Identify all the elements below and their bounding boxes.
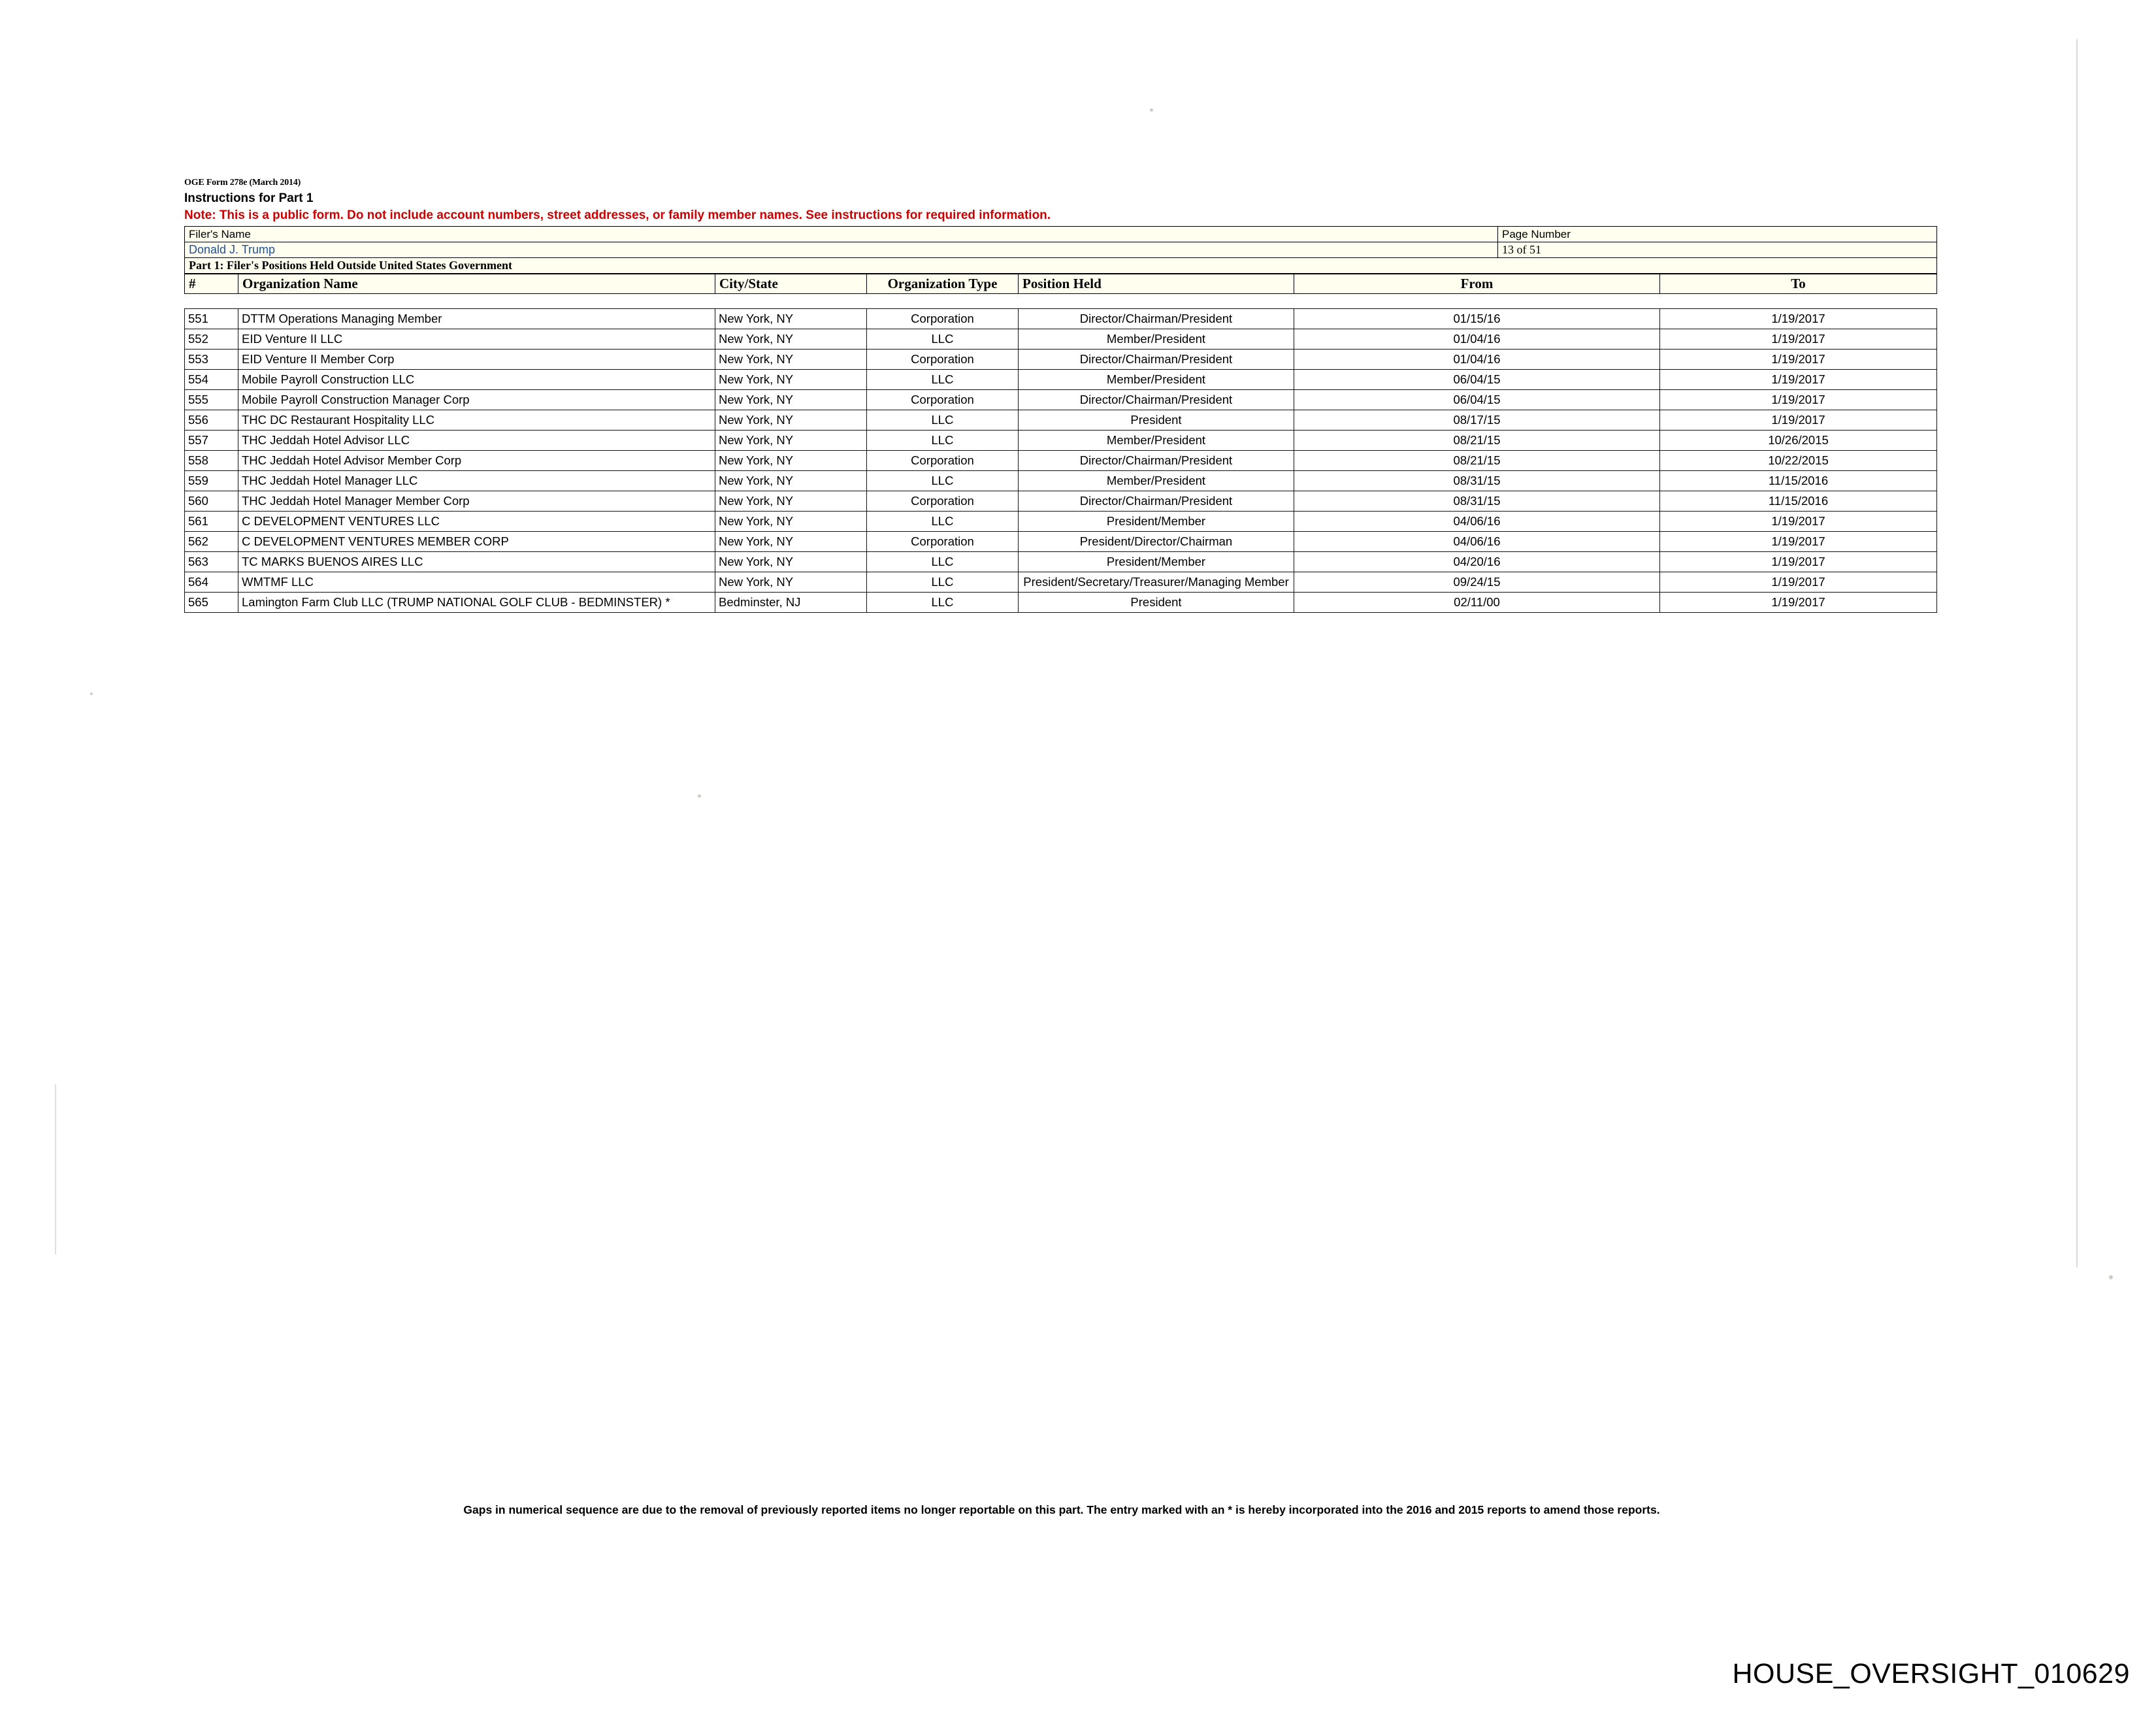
header-value-row	[185, 242, 1937, 258]
cell-to: 1/19/2017	[1660, 390, 1937, 410]
filer-name-label-cell	[185, 227, 1498, 242]
table-row	[185, 309, 1937, 329]
cell-organization-type: LLC	[867, 329, 1019, 350]
col-header-position-held: Position Held	[1019, 274, 1294, 294]
form-header-table	[184, 226, 1937, 274]
positions-table	[184, 308, 1937, 613]
form-body	[184, 178, 1936, 613]
cell-position-held: Director/Chairman/President	[1019, 309, 1294, 329]
cell-organization-name: C DEVELOPMENT VENTURES LLC	[238, 512, 715, 532]
col-header-city-state: City/State	[715, 274, 867, 294]
cell-organization-type: LLC	[867, 572, 1019, 593]
cell-position-held: Member/President	[1019, 329, 1294, 350]
cell-organization-type: Corporation	[867, 491, 1019, 512]
scan-speck	[90, 693, 93, 695]
table-row	[185, 350, 1937, 370]
cell-position-held: Member/President	[1019, 471, 1294, 491]
cell-num: 565	[185, 593, 238, 613]
cell-from: 01/04/16	[1294, 329, 1660, 350]
cell-position-held: Director/Chairman/President	[1019, 390, 1294, 410]
column-header-row	[185, 274, 1937, 294]
cell-from: 09/24/15	[1294, 572, 1660, 593]
cell-organization-name: EID Venture II Member Corp	[238, 350, 715, 370]
cell-num: 555	[185, 390, 238, 410]
cell-from: 08/21/15	[1294, 431, 1660, 451]
cell-to: 10/22/2015	[1660, 451, 1937, 471]
header-label-row	[185, 227, 1937, 242]
cell-organization-type: Corporation	[867, 350, 1019, 370]
cell-num: 553	[185, 350, 238, 370]
cell-organization-name: C DEVELOPMENT VENTURES MEMBER CORP	[238, 532, 715, 552]
cell-organization-type: LLC	[867, 471, 1019, 491]
col-header-organization-name: Organization Name	[238, 274, 715, 294]
cell-to: 1/19/2017	[1660, 512, 1937, 532]
col-header-num: #	[185, 274, 238, 294]
cell-num: 559	[185, 471, 238, 491]
cell-organization-type: LLC	[867, 512, 1019, 532]
part-title-row	[185, 258, 1937, 274]
col-header-organization-type: Organization Type	[867, 274, 1019, 294]
cell-to: 1/19/2017	[1660, 329, 1937, 350]
bates-stamp: HOUSE_OVERSIGHT_010629	[1732, 1658, 2130, 1689]
table-row	[185, 593, 1937, 613]
cell-organization-type: LLC	[867, 370, 1019, 390]
cell-to: 1/19/2017	[1660, 593, 1937, 613]
cell-organization-name: Mobile Payroll Construction LLC	[238, 370, 715, 390]
cell-city-state: New York, NY	[715, 491, 867, 512]
cell-to: 11/15/2016	[1660, 491, 1937, 512]
cell-organization-name: Mobile Payroll Construction Manager Corp	[238, 390, 715, 410]
cell-organization-type: LLC	[867, 552, 1019, 572]
cell-num: 552	[185, 329, 238, 350]
cell-to: 1/19/2017	[1660, 350, 1937, 370]
cell-to: 1/19/2017	[1660, 370, 1937, 390]
cell-position-held: President/Member	[1019, 512, 1294, 532]
cell-position-held: President	[1019, 593, 1294, 613]
cell-city-state: New York, NY	[715, 309, 867, 329]
cell-organization-name: THC Jeddah Hotel Advisor Member Corp	[238, 451, 715, 471]
cell-to: 1/19/2017	[1660, 552, 1937, 572]
cell-to: 1/19/2017	[1660, 410, 1937, 431]
cell-from: 02/11/00	[1294, 593, 1660, 613]
cell-organization-type: LLC	[867, 410, 1019, 431]
cell-city-state: Bedminster, NJ	[715, 593, 867, 613]
col-header-to: To	[1660, 274, 1937, 294]
cell-from: 04/06/16	[1294, 512, 1660, 532]
cell-organization-name: WMTMF LLC	[238, 572, 715, 593]
filer-name-value: Donald J. Trump	[185, 242, 1498, 258]
cell-organization-type: LLC	[867, 431, 1019, 451]
cell-position-held: Director/Chairman/President	[1019, 451, 1294, 471]
cell-num: 554	[185, 370, 238, 390]
cell-organization-name: DTTM Operations Managing Member	[238, 309, 715, 329]
cell-position-held: President	[1019, 410, 1294, 431]
cell-to: 1/19/2017	[1660, 309, 1937, 329]
cell-city-state: New York, NY	[715, 532, 867, 552]
cell-position-held: Director/Chairman/President	[1019, 350, 1294, 370]
cell-position-held: Member/President	[1019, 370, 1294, 390]
cell-city-state: New York, NY	[715, 471, 867, 491]
cell-num: 561	[185, 512, 238, 532]
cell-organization-type: LLC	[867, 593, 1019, 613]
table-row	[185, 572, 1937, 593]
cell-from: 08/31/15	[1294, 491, 1660, 512]
table-row	[185, 471, 1937, 491]
table-row	[185, 552, 1937, 572]
cell-organization-type: Corporation	[867, 451, 1019, 471]
cell-to: 11/15/2016	[1660, 471, 1937, 491]
scan-speck	[2109, 1275, 2113, 1279]
cell-from: 06/04/15	[1294, 390, 1660, 410]
public-form-note: Note: This is a public form. Do not include account numbers, street addresses, or family member names. See instructions for required information.	[184, 208, 1051, 222]
cell-from: 04/20/16	[1294, 552, 1660, 572]
cell-position-held: President/Director/Chairman	[1019, 532, 1294, 552]
scan-speck	[698, 794, 701, 798]
cell-to: 10/26/2015	[1660, 431, 1937, 451]
cell-num: 560	[185, 491, 238, 512]
cell-num: 551	[185, 309, 238, 329]
table-row	[185, 491, 1937, 512]
cell-city-state: New York, NY	[715, 572, 867, 593]
form-identifier: OGE Form 278e (March 2014)	[184, 178, 301, 187]
cell-city-state: New York, NY	[715, 350, 867, 370]
cell-city-state: New York, NY	[715, 512, 867, 532]
page-number-value: 13 of 51	[1498, 242, 1937, 258]
cell-city-state: New York, NY	[715, 431, 867, 451]
cell-position-held: President/Member	[1019, 552, 1294, 572]
cell-from: 08/17/15	[1294, 410, 1660, 431]
cell-from: 01/04/16	[1294, 350, 1660, 370]
cell-from: 08/31/15	[1294, 471, 1660, 491]
cell-organization-name: THC Jeddah Hotel Advisor LLC	[238, 431, 715, 451]
table-row	[185, 451, 1937, 471]
table-row	[185, 329, 1937, 350]
scan-speck	[1150, 108, 1153, 112]
cell-position-held: President/Secretary/Treasurer/Managing Member	[1019, 572, 1294, 593]
table-row	[185, 512, 1937, 532]
footnote: Gaps in numerical sequence are due to the removal of previously reported items no longer reportable on this part. The entry marked with an * is hereby incorporated into the 2016 and 2015 reports to amend those reports.	[463, 1503, 1660, 1516]
cell-num: 556	[185, 410, 238, 431]
table-row	[185, 410, 1937, 431]
cell-organization-name: TC MARKS BUENOS AIRES LLC	[238, 552, 715, 572]
cell-organization-type: Corporation	[867, 390, 1019, 410]
part-title: Part 1: Filer's Positions Held Outside United States Government	[185, 258, 1937, 274]
page-number-label: Page Number	[1502, 228, 1571, 240]
cell-city-state: New York, NY	[715, 410, 867, 431]
table-row	[185, 390, 1937, 410]
cell-city-state: New York, NY	[715, 390, 867, 410]
cell-from: 04/06/16	[1294, 532, 1660, 552]
cell-position-held: Director/Chairman/President	[1019, 491, 1294, 512]
cell-num: 564	[185, 572, 238, 593]
cell-city-state: New York, NY	[715, 329, 867, 350]
cell-from: 01/15/16	[1294, 309, 1660, 329]
cell-organization-type: Corporation	[867, 532, 1019, 552]
column-header-table	[184, 274, 1937, 294]
cell-organization-name: Lamington Farm Club LLC (TRUMP NATIONAL GOLF CLUB - BEDMINSTER) *	[238, 593, 715, 613]
instructions-title: Instructions for Part 1	[184, 191, 314, 205]
cell-to: 1/19/2017	[1660, 532, 1937, 552]
cell-from: 06/04/15	[1294, 370, 1660, 390]
cell-organization-name: THC Jeddah Hotel Manager LLC	[238, 471, 715, 491]
cell-num: 557	[185, 431, 238, 451]
cell-organization-type: Corporation	[867, 309, 1019, 329]
cell-organization-name: EID Venture II LLC	[238, 329, 715, 350]
cell-num: 563	[185, 552, 238, 572]
page-number-label-cell	[1498, 227, 1937, 242]
scan-edge-right	[2076, 39, 2078, 1267]
cell-city-state: New York, NY	[715, 451, 867, 471]
cell-organization-name: THC DC Restaurant Hospitality LLC	[238, 410, 715, 431]
cell-city-state: New York, NY	[715, 370, 867, 390]
cell-num: 562	[185, 532, 238, 552]
cell-from: 08/21/15	[1294, 451, 1660, 471]
cell-to: 1/19/2017	[1660, 572, 1937, 593]
table-row	[185, 532, 1937, 552]
col-header-from: From	[1294, 274, 1660, 294]
cell-organization-name: THC Jeddah Hotel Manager Member Corp	[238, 491, 715, 512]
cell-city-state: New York, NY	[715, 552, 867, 572]
scan-edge-left	[55, 1084, 56, 1254]
filer-name-label: Filer's Name	[189, 228, 251, 240]
table-row	[185, 431, 1937, 451]
cell-position-held: Member/President	[1019, 431, 1294, 451]
cell-num: 558	[185, 451, 238, 471]
table-row	[185, 370, 1937, 390]
